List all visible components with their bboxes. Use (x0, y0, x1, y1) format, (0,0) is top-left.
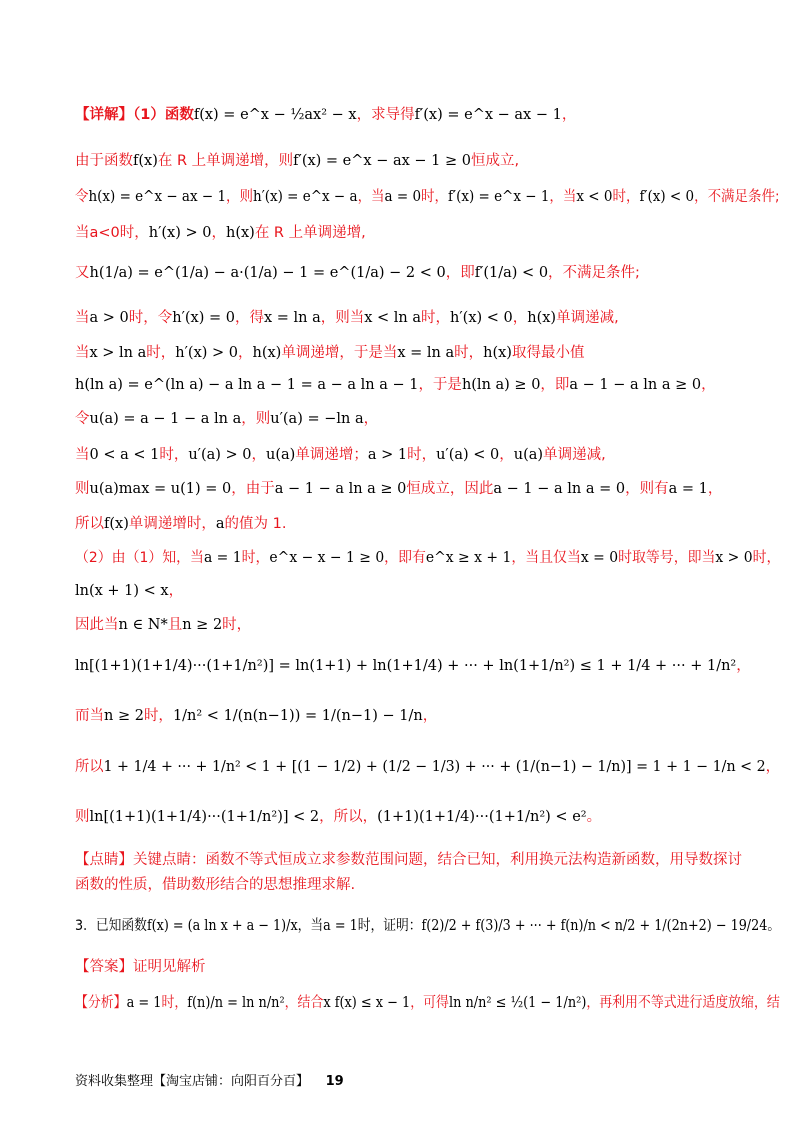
math-expression: x > 0 (715, 550, 753, 566)
text-run: ，不满足条件; (694, 189, 780, 205)
math-expression: a − 1 − a ln a ≥ 0 (274, 481, 407, 497)
text-run: ，可得 (410, 995, 449, 1011)
text-run: 时， (752, 550, 781, 566)
text-run: 又 (75, 265, 90, 281)
math-expression: f(n)/n = ln n/n² (187, 995, 285, 1011)
text-run: ， (251, 447, 267, 463)
text-run: ， (422, 708, 438, 724)
math-expression: a (215, 516, 225, 532)
math-expression: h′(x) = e^x − a (253, 189, 358, 205)
math-expression: (1+1)(1+1/4)···(1+1/n²) < e² (377, 809, 587, 825)
text-run: 当 (75, 310, 90, 326)
math-expression: h(x) (527, 310, 557, 326)
text-run: ，即 (540, 377, 570, 393)
text-run: 。 (767, 918, 781, 934)
text-line (75, 374, 740, 396)
math-expression: ln n/n² ≤ ½(1 − 1/n²) (448, 995, 587, 1011)
text-line (75, 307, 740, 329)
text-run: 时取等号，即当 (618, 550, 716, 566)
text-line (75, 444, 740, 466)
text-run: 时， (161, 995, 188, 1011)
math-expression: u(a) = a − 1 − a ln a (89, 411, 242, 427)
math-expression: u′(a) < 0 (436, 447, 500, 463)
text-line (75, 104, 740, 126)
text-line (75, 614, 740, 636)
math-expression: f(x) (104, 516, 129, 532)
text-run: ， (363, 411, 379, 427)
text-run: 在 R 上单调递增, (254, 225, 366, 241)
math-expression: x f(x) ≤ x − 1 (323, 995, 411, 1011)
text-run: 时， (119, 225, 149, 241)
text-run: 时， (241, 550, 270, 566)
math-expression: h′(x) > 0 (175, 345, 238, 361)
text-run: ， (561, 107, 577, 123)
text-run: 当 (75, 345, 90, 361)
math-expression: x > ln a (89, 345, 147, 361)
math-expression: h(x) (252, 345, 282, 361)
text-run: 令 (75, 189, 89, 205)
math-expression: x = 0 (580, 550, 619, 566)
math-expression: f(x) = (a ln x + a − 1)/x (146, 918, 298, 934)
text-run: 时， (454, 345, 484, 361)
text-run: ，得 (234, 310, 264, 326)
math-expression: x < 0 (576, 189, 613, 205)
text-line (75, 655, 751, 677)
text-run: ，则 (241, 411, 271, 427)
text-run: 单调递增，于是当 (281, 345, 398, 361)
text-run: ， (238, 345, 253, 361)
math-expression: 1 + 1/4 + ··· + 1/n² < 1 + [(1 − 1/2) + (1/2 − 1/3) + ··· + (1/(n−1) − 1/n)] = 1 + 1 − 1/n < 2 (103, 759, 766, 775)
text-run: 令 (75, 411, 90, 427)
math-expression: f(2)/2 + f(3)/3 + ··· + f(n)/n < n/2 + 1/(2n+2) − 19/24 (421, 918, 768, 934)
text-run: ，则 (226, 189, 254, 205)
text-run: 单调递减, (543, 447, 606, 463)
math-expression: e^x ≥ x + 1 (425, 550, 512, 566)
math-expression: 0 < a < 1 (89, 447, 160, 463)
text-run: 由于函数 (75, 153, 133, 169)
math-expression: a − 1 − a ln a = 0 (493, 481, 626, 497)
math-expression: h(1/a) = e^(1/a) − a·(1/a) − 1 = e^(1/a) − 2 < 0 (89, 265, 446, 281)
text-run: 在 R 上单调递增，则 (157, 153, 294, 169)
math-expression: u′(a) > 0 (188, 447, 252, 463)
math-expression: h′(x) < 0 (450, 310, 513, 326)
text-run: 当 (75, 225, 90, 241)
math-expression: n ∈ N* (118, 617, 168, 633)
text-run: ，由于 (231, 481, 275, 497)
math-expression: h(ln a) ≥ 0 (461, 377, 541, 393)
text-run: ， (499, 447, 514, 463)
text-run: 3．已知函数 (75, 918, 147, 934)
math-expression: f′(x) = e^x − ax − 1 ≥ 0 (293, 153, 471, 169)
math-expression: f′(1/a) < 0 (474, 265, 549, 281)
math-expression: ln(x + 1) < x (75, 583, 169, 599)
text-line (75, 513, 740, 535)
text-run: ， (707, 481, 723, 497)
math-expression: u(a)max = u(1) = 0 (89, 481, 232, 497)
math-expression: h(x) (225, 225, 255, 241)
text-run: 时，令 (128, 310, 173, 326)
text-run: （2）由（1）知，当 (75, 550, 204, 566)
text-run: ，则有 (625, 481, 669, 497)
text-line (75, 547, 781, 569)
text-run: 的值为 1. (224, 516, 287, 532)
math-expression: f′(x) = e^x − 1 (448, 189, 550, 205)
text-run: 时， (143, 708, 173, 724)
math-expression: h(x) (483, 345, 512, 361)
math-expression: f(x) (133, 153, 158, 169)
text-line (75, 992, 780, 1014)
math-expression: f(x) = e^x − ½ax² − x (193, 107, 357, 123)
math-expression: h′(x) > 0 (148, 225, 212, 241)
text-run: 单调递增时， (128, 516, 216, 532)
text-run: ，于是 (418, 377, 462, 393)
math-expression: h′(x) = 0 (172, 310, 235, 326)
text-run: 当 (75, 447, 90, 463)
math-expression: a − 1 − a ln a ≥ 0 (569, 377, 702, 393)
math-expression: x < ln a (364, 310, 422, 326)
math-expression: h(ln a) = e^(ln a) − a ln a − 1 = a − a ln a − 1 (75, 377, 419, 393)
math-expression: n ≥ 2 (182, 617, 223, 633)
text-run: ，当 (357, 189, 385, 205)
text-line (75, 956, 740, 978)
text-run: ，不满足条件; (548, 265, 640, 281)
footer-source: 资料收集整理【淘宝店铺：向阳百分百】 (75, 1074, 310, 1089)
text-run: ， (736, 658, 751, 674)
text-line (75, 705, 740, 727)
math-expression: a = 0 (384, 189, 422, 205)
text-run: 【分析】 (75, 995, 127, 1011)
math-expression: f′(x) = e^x − ax − 1 (414, 107, 562, 123)
text-run: 时， (407, 447, 437, 463)
text-run: ，结合 (284, 995, 324, 1011)
text-run: 因此当 (75, 617, 119, 633)
text-run: 恒成立, (470, 153, 520, 169)
text-run: ，所以， (319, 809, 378, 825)
text-run: ，即有 (384, 550, 426, 566)
text-run: 函数的性质，借助数形结合的思想推理求解. (75, 877, 356, 893)
text-run: 则 (75, 481, 90, 497)
text-line (75, 580, 740, 602)
text-run: ，则当 (320, 310, 365, 326)
text-line (75, 756, 780, 778)
text-run: 则 (75, 809, 90, 825)
text-line (75, 342, 740, 364)
text-run: 而当 (75, 708, 104, 724)
math-expression: u(a) (266, 447, 296, 463)
page-number: 19 (325, 1074, 344, 1089)
math-expression: u′(a) = −ln a (270, 411, 364, 427)
text-run: ， (765, 759, 780, 775)
math-expression: h(x) = e^x − ax − 1 (88, 189, 227, 205)
text-run: 时， (146, 345, 176, 361)
text-line (75, 408, 740, 430)
text-line (75, 874, 740, 896)
text-run: ，即 (445, 265, 475, 281)
math-expression: a = 1 (323, 918, 358, 934)
math-expression: f′(x) < 0 (639, 189, 695, 205)
math-expression: a = 1 (203, 550, 242, 566)
text-run: ， (701, 377, 716, 393)
text-run: 时， (421, 310, 451, 326)
text-run: 时， (222, 617, 252, 633)
text-line (75, 150, 740, 172)
text-line (75, 186, 780, 208)
math-expression: a = 1 (126, 995, 162, 1011)
text-line (75, 915, 781, 937)
text-run: a<0 (89, 225, 120, 241)
page-footer (75, 1070, 344, 1089)
text-run: 【详解】（1）函数 (75, 107, 194, 123)
text-run: 恒成立，因此 (406, 481, 494, 497)
math-expression: ln[(1+1)(1+1/4)···(1+1/n²)] = ln(1+1) + ln(1+1/4) + ··· + ln(1+1/n²) ≤ 1 + 1/4 + ··· + 1/n² (75, 658, 737, 674)
math-expression: a = 1 (668, 481, 708, 497)
math-expression: ln[(1+1)(1+1/4)···(1+1/n²)] < 2 (89, 809, 320, 825)
text-run: ， (168, 583, 184, 599)
math-expression: 1/n² < 1/(n(n−1)) = 1/(n−1) − 1/n (172, 708, 423, 724)
text-run: 时， (612, 189, 640, 205)
text-run: 【答案】证明见解析 (75, 959, 206, 975)
text-run: 所以 (75, 516, 104, 532)
text-run: 单调递增； (295, 447, 368, 463)
math-expression: a > 0 (89, 310, 129, 326)
text-run: 且 (167, 617, 183, 633)
text-run: ， (512, 310, 528, 326)
text-run: 【点睛】关键点睛：函数不等式恒成立求参数范围问题，结合已知，利用换元法构造新函数，用导数探讨 (75, 852, 742, 868)
text-run: 所以 (75, 759, 104, 775)
math-expression: n ≥ 2 (104, 708, 144, 724)
math-expression: x = ln a (263, 310, 321, 326)
text-run: 单调递减, (556, 310, 619, 326)
text-run: 时，证明： (357, 918, 422, 934)
text-run: 取得最小值 (511, 345, 585, 361)
math-expression: u(a) (513, 447, 544, 463)
text-line (75, 849, 740, 871)
text-line (75, 806, 740, 828)
text-line (75, 222, 740, 244)
text-run: ，当 (549, 189, 577, 205)
text-run: 时， (421, 189, 449, 205)
text-run: ，当 (297, 918, 324, 934)
text-run: ，求导得 (356, 107, 415, 123)
math-expression: a > 1 (367, 447, 408, 463)
text-run: ，再利用不等式进行适度放缩，结 (586, 995, 780, 1011)
text-run: ，当且仅当 (511, 550, 581, 566)
math-expression: e^x − x − 1 ≥ 0 (269, 550, 385, 566)
text-run: ， (211, 225, 226, 241)
text-line (75, 478, 740, 500)
text-run: 。 (586, 809, 602, 825)
math-expression: x = ln a (397, 345, 455, 361)
text-line (75, 262, 740, 284)
text-run: 时， (159, 447, 189, 463)
